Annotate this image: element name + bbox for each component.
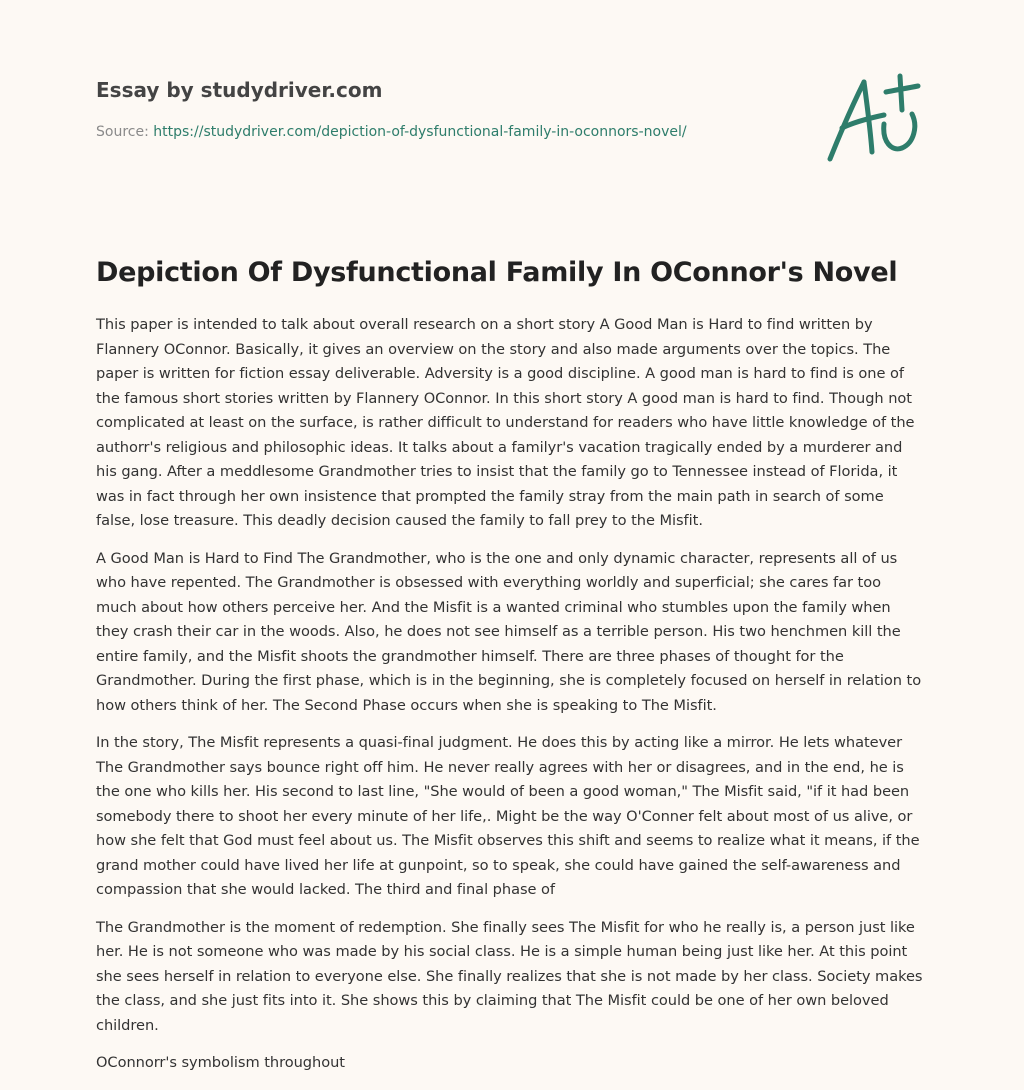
paragraph-1: This paper is intended to talk about overall research on a short story A Good Man is Hard to find written by Flannery OConnor. Basically, it gives an overview on the story and also made arguments over the topics. The paper is written for fiction essay deliverable. Adversity is a good discipline. A good man is hard to find is one of the famous short stories written by Flannery OConnor. In this short story A good man is hard to find. Though not complicated at least on the surface, is rather difficult to understand for readers who have little knowledge of the authorr's religious and philosophic ideas. It talks about a familyr's vacation tragically ended by a murderer and his gang. After a meddlesome Grandmother tries to insist that the family go to Tennessee instead of Florida, it was in fact through her own insistence that prompted the family stray from the main path in search of some false, lose treasure. This deadly decision caused the family to fall prey to the Misfit.: [96, 316, 915, 529]
paragraph-5: OConnorr's symbolism throughout: [96, 1054, 345, 1071]
source-line: [96, 122, 796, 142]
paragraph-4: The Grandmother is the moment of redemption. She finally sees The Misfit for who he really is, a person just like her. He is not someone who was made by his social class. He is a simple human being just like her. At this point she sees herself in relation to everyone else. She finally realizes that she is not made by her class. Society makes the class, and she just fits into it. She shows this by claiming that The Misfit could be one of her own beloved children.: [96, 918, 923, 1034]
a-plus-logo-icon: [822, 68, 926, 164]
site-title: Essay by studydriver.com: [96, 78, 383, 102]
source-label: Source:: [96, 124, 149, 140]
article-body: [96, 313, 926, 1089]
page-header: [96, 76, 796, 142]
source-link[interactable]: https://studydriver.com/depiction-of-dysfunctional-family-in-oconnors-novel/: [153, 124, 687, 140]
paragraph-2: A Good Man is Hard to Find The Grandmother, who is the one and only dynamic character, represents all of us who have repented. The Grandmother is obsessed with everything worldly and superficial; she cares far too much about how others perceive her. And the Misfit is a wanted criminal who stumbles upon the family when they crash their car in the woods. Also, he does not see himself as a terrible person. His two henchmen kill the entire family, and the Misfit shoots the grandmother himself. There are three phases of thought for the Grandmother. During the first phase, which is in the beginning, she is completely focused on herself in relation to how others think of her. The Second Phase occurs when she is speaking to The Misfit.: [96, 549, 922, 714]
page-title: Depiction Of Dysfunctional Family In OConnor's Novel: [96, 257, 898, 288]
paragraph-3: In the story, The Misfit represents a quasi-final judgment. He does this by acting like a mirror. He lets whatever The Grandmother says bounce right off him. He never really agrees with her or disagrees, and in the end, he is the one who kills her. His second to last line, "She would of been a good woman," The Misfit said, "if it had been somebody there to shoot her every minute of her life,. Might be the way O'Conner felt about most of us alive, or how she felt that God must feel about us. The Misfit observes this shift and seems to realize what it means, if the grand mother could have lived her life at gunpoint, so to speak, she could have gained the self-awareness and compassion that she would lacked. The third and final phase of: [96, 734, 920, 898]
